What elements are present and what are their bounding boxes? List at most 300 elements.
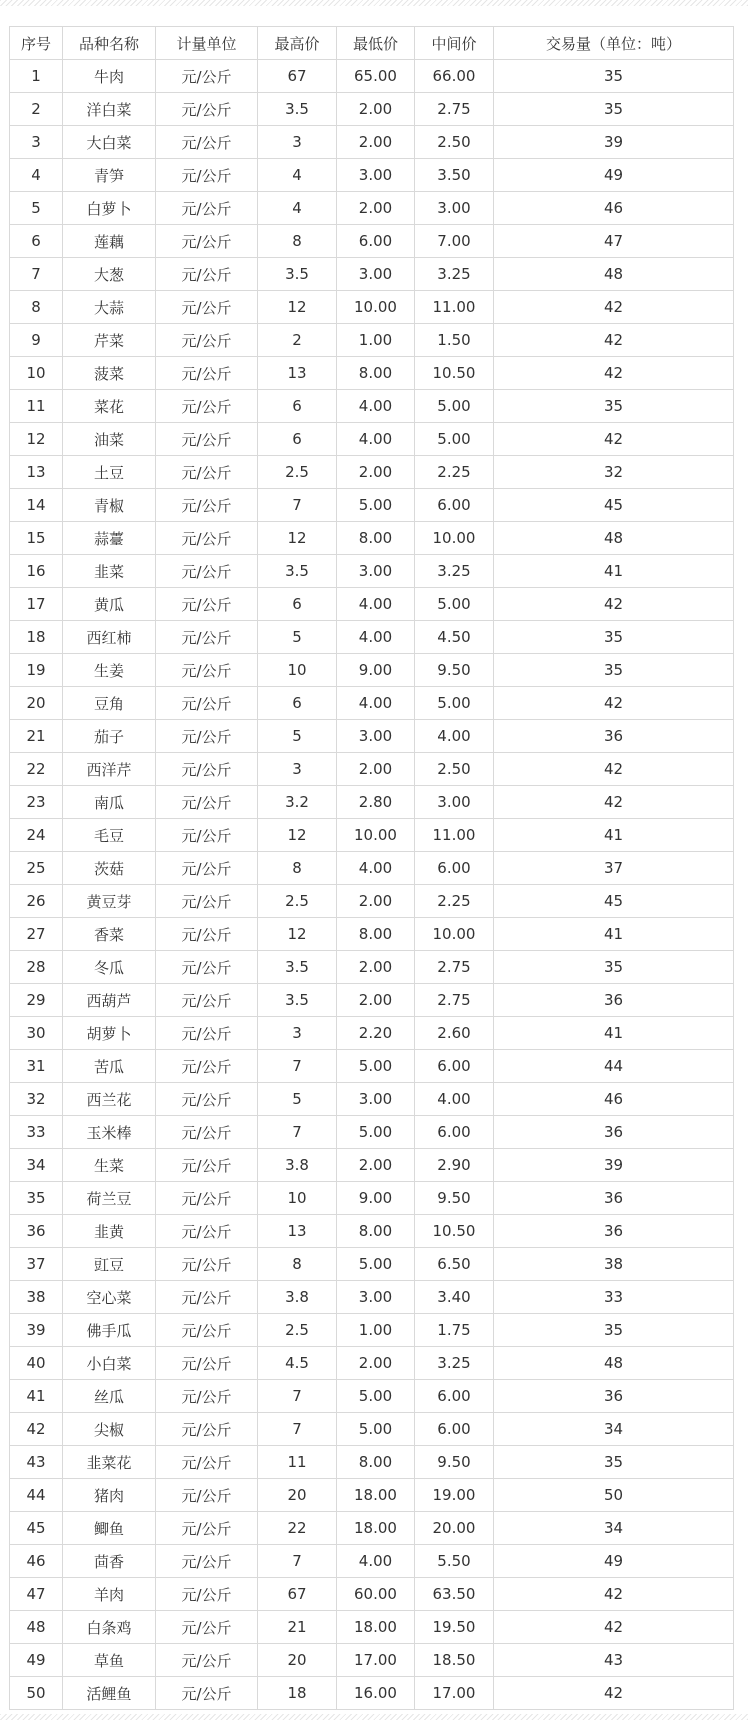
cell-min-price: 5.00 [337,1413,415,1446]
cell-unit: 元/公斤 [156,1281,258,1314]
cell-volume: 45 [494,885,734,918]
cell-index: 29 [10,984,63,1017]
cell-max-price: 4 [258,159,337,192]
cell-max-price: 2.5 [258,1314,337,1347]
cell-name: 洋白菜 [63,93,156,126]
cell-mid-price: 5.50 [415,1545,494,1578]
cell-volume: 36 [494,720,734,753]
cell-index: 18 [10,621,63,654]
cell-min-price: 8.00 [337,1215,415,1248]
cell-min-price: 8.00 [337,918,415,951]
cell-volume: 47 [494,225,734,258]
cell-index: 4 [10,159,63,192]
cell-name: 西洋芹 [63,753,156,786]
cell-name: 土豆 [63,456,156,489]
cell-volume: 42 [494,1677,734,1710]
cell-unit: 元/公斤 [156,1215,258,1248]
cell-volume: 41 [494,1017,734,1050]
cell-volume: 42 [494,687,734,720]
cell-name: 西红柿 [63,621,156,654]
cell-unit: 元/公斤 [156,1314,258,1347]
cell-max-price: 7 [258,1116,337,1149]
bottom-dotted-border [0,1714,748,1720]
cell-index: 46 [10,1545,63,1578]
cell-min-price: 2.00 [337,885,415,918]
cell-volume: 35 [494,654,734,687]
cell-index: 27 [10,918,63,951]
cell-unit: 元/公斤 [156,1677,258,1710]
cell-name: 青椒 [63,489,156,522]
cell-max-price: 11 [258,1446,337,1479]
cell-min-price: 3.00 [337,720,415,753]
cell-max-price: 3 [258,1017,337,1050]
cell-mid-price: 4.00 [415,720,494,753]
cell-min-price: 2.00 [337,984,415,1017]
cell-unit: 元/公斤 [156,885,258,918]
cell-mid-price: 9.50 [415,1446,494,1479]
cell-mid-price: 6.00 [415,1116,494,1149]
cell-unit: 元/公斤 [156,522,258,555]
table-row [10,720,734,753]
cell-index: 36 [10,1215,63,1248]
cell-index: 2 [10,93,63,126]
cell-index: 14 [10,489,63,522]
table-row [10,1050,734,1083]
cell-index: 49 [10,1644,63,1677]
cell-mid-price: 3.00 [415,192,494,225]
cell-name: 白萝卜 [63,192,156,225]
cell-index: 34 [10,1149,63,1182]
cell-max-price: 4 [258,192,337,225]
cell-index: 16 [10,555,63,588]
table-header [10,27,734,60]
cell-name: 韭黄 [63,1215,156,1248]
cell-mid-price: 2.50 [415,753,494,786]
cell-unit: 元/公斤 [156,192,258,225]
cell-name: 西葫芦 [63,984,156,1017]
cell-mid-price: 63.50 [415,1578,494,1611]
cell-index: 35 [10,1182,63,1215]
cell-min-price: 2.00 [337,753,415,786]
cell-volume: 42 [494,588,734,621]
cell-volume: 38 [494,1248,734,1281]
cell-name: 蒜薹 [63,522,156,555]
table-row [10,1413,734,1446]
cell-mid-price: 66.00 [415,60,494,93]
cell-index: 5 [10,192,63,225]
cell-volume: 44 [494,1050,734,1083]
cell-index: 41 [10,1380,63,1413]
cell-mid-price: 2.25 [415,885,494,918]
cell-mid-price: 6.00 [415,489,494,522]
table-row [10,951,734,984]
table-row [10,1512,734,1545]
cell-max-price: 3.5 [258,555,337,588]
cell-volume: 42 [494,291,734,324]
cell-volume: 42 [494,324,734,357]
cell-name: 佛手瓜 [63,1314,156,1347]
table-row [10,225,734,258]
cell-max-price: 7 [258,1380,337,1413]
cell-max-price: 10 [258,654,337,687]
cell-mid-price: 17.00 [415,1677,494,1710]
cell-name: 黄瓜 [63,588,156,621]
cell-volume: 46 [494,1083,734,1116]
cell-index: 45 [10,1512,63,1545]
cell-min-price: 4.00 [337,621,415,654]
cell-max-price: 5 [258,621,337,654]
cell-max-price: 3.5 [258,984,337,1017]
table-row [10,1116,734,1149]
cell-name: 茴香 [63,1545,156,1578]
cell-mid-price: 9.50 [415,654,494,687]
cell-max-price: 3 [258,126,337,159]
cell-unit: 元/公斤 [156,390,258,423]
cell-max-price: 22 [258,1512,337,1545]
cell-unit: 元/公斤 [156,1347,258,1380]
cell-unit: 元/公斤 [156,324,258,357]
cell-name: 白条鸡 [63,1611,156,1644]
cell-index: 19 [10,654,63,687]
cell-volume: 49 [494,1545,734,1578]
table-row [10,1578,734,1611]
cell-max-price: 3.2 [258,786,337,819]
cell-mid-price: 1.50 [415,324,494,357]
cell-index: 26 [10,885,63,918]
cell-max-price: 5 [258,1083,337,1116]
cell-mid-price: 2.25 [415,456,494,489]
cell-volume: 48 [494,258,734,291]
cell-volume: 42 [494,1611,734,1644]
cell-volume: 35 [494,621,734,654]
cell-unit: 元/公斤 [156,753,258,786]
cell-unit: 元/公斤 [156,159,258,192]
table-row [10,984,734,1017]
table-body [10,60,734,1710]
cell-unit: 元/公斤 [156,126,258,159]
cell-mid-price: 3.25 [415,258,494,291]
table-row [10,1545,734,1578]
table-row [10,1611,734,1644]
cell-max-price: 12 [258,291,337,324]
table-row [10,654,734,687]
table-row [10,1248,734,1281]
cell-max-price: 8 [258,225,337,258]
cell-min-price: 3.00 [337,555,415,588]
cell-volume: 35 [494,60,734,93]
cell-unit: 元/公斤 [156,1182,258,1215]
cell-max-price: 7 [258,1050,337,1083]
cell-mid-price: 6.00 [415,852,494,885]
table-row [10,1182,734,1215]
cell-min-price: 2.00 [337,951,415,984]
cell-index: 20 [10,687,63,720]
cell-name: 韭菜 [63,555,156,588]
cell-mid-price: 2.75 [415,951,494,984]
cell-volume: 35 [494,390,734,423]
cell-min-price: 6.00 [337,225,415,258]
cell-max-price: 6 [258,423,337,456]
cell-name: 生菜 [63,1149,156,1182]
cell-min-price: 8.00 [337,1446,415,1479]
cell-mid-price: 6.00 [415,1050,494,1083]
cell-index: 42 [10,1413,63,1446]
cell-volume: 41 [494,819,734,852]
cell-name: 大白菜 [63,126,156,159]
cell-max-price: 6 [258,687,337,720]
table-row [10,555,734,588]
cell-volume: 42 [494,753,734,786]
cell-index: 15 [10,522,63,555]
cell-volume: 41 [494,918,734,951]
table-row [10,60,734,93]
cell-mid-price: 5.00 [415,687,494,720]
cell-min-price: 18.00 [337,1512,415,1545]
cell-unit: 元/公斤 [156,1512,258,1545]
top-dotted-border [0,0,748,6]
cell-mid-price: 6.00 [415,1380,494,1413]
cell-index: 7 [10,258,63,291]
table-row [10,1314,734,1347]
cell-min-price: 60.00 [337,1578,415,1611]
cell-volume: 43 [494,1644,734,1677]
cell-name: 尖椒 [63,1413,156,1446]
cell-unit: 元/公斤 [156,357,258,390]
cell-min-price: 3.00 [337,1083,415,1116]
cell-min-price: 2.00 [337,126,415,159]
cell-unit: 元/公斤 [156,225,258,258]
cell-mid-price: 10.50 [415,1215,494,1248]
cell-index: 23 [10,786,63,819]
cell-name: 青笋 [63,159,156,192]
cell-name: 豇豆 [63,1248,156,1281]
cell-index: 33 [10,1116,63,1149]
cell-index: 47 [10,1578,63,1611]
cell-volume: 35 [494,951,734,984]
cell-max-price: 2 [258,324,337,357]
cell-name: 猪肉 [63,1479,156,1512]
cell-min-price: 8.00 [337,522,415,555]
cell-max-price: 3.5 [258,258,337,291]
cell-index: 38 [10,1281,63,1314]
cell-max-price: 7 [258,1413,337,1446]
cell-max-price: 8 [258,1248,337,1281]
cell-min-price: 2.00 [337,192,415,225]
cell-mid-price: 11.00 [415,819,494,852]
cell-index: 28 [10,951,63,984]
price-table [9,26,734,1710]
cell-mid-price: 2.60 [415,1017,494,1050]
cell-min-price: 8.00 [337,357,415,390]
cell-min-price: 3.00 [337,1281,415,1314]
header-cell-index: 序号 [10,27,63,60]
cell-name: 油菜 [63,423,156,456]
cell-index: 32 [10,1083,63,1116]
cell-max-price: 3.5 [258,93,337,126]
cell-min-price: 5.00 [337,1380,415,1413]
cell-index: 48 [10,1611,63,1644]
cell-unit: 元/公斤 [156,1446,258,1479]
cell-min-price: 3.00 [337,159,415,192]
table-row [10,1017,734,1050]
cell-name: 菜花 [63,390,156,423]
cell-unit: 元/公斤 [156,720,258,753]
cell-index: 24 [10,819,63,852]
cell-volume: 45 [494,489,734,522]
cell-unit: 元/公斤 [156,1050,258,1083]
table-row [10,324,734,357]
cell-name: 苦瓜 [63,1050,156,1083]
cell-unit: 元/公斤 [156,1116,258,1149]
cell-mid-price: 3.00 [415,786,494,819]
cell-index: 50 [10,1677,63,1710]
cell-index: 39 [10,1314,63,1347]
header-cell-mid-price: 中间价 [415,27,494,60]
table-row [10,687,734,720]
cell-name: 小白菜 [63,1347,156,1380]
cell-min-price: 2.00 [337,1347,415,1380]
cell-volume: 46 [494,192,734,225]
cell-name: 菠菜 [63,357,156,390]
cell-name: 胡萝卜 [63,1017,156,1050]
cell-index: 17 [10,588,63,621]
cell-unit: 元/公斤 [156,819,258,852]
cell-min-price: 2.00 [337,1149,415,1182]
table-row [10,588,734,621]
header-cell-max-price: 最高价 [258,27,337,60]
table-row [10,159,734,192]
cell-volume: 36 [494,1182,734,1215]
table-row [10,918,734,951]
cell-mid-price: 1.75 [415,1314,494,1347]
cell-min-price: 9.00 [337,1182,415,1215]
cell-index: 25 [10,852,63,885]
table-row [10,1083,734,1116]
table-row [10,1380,734,1413]
cell-mid-price: 3.25 [415,555,494,588]
cell-mid-price: 2.90 [415,1149,494,1182]
cell-index: 22 [10,753,63,786]
cell-unit: 元/公斤 [156,1380,258,1413]
cell-max-price: 12 [258,819,337,852]
header-cell-min-price: 最低价 [337,27,415,60]
cell-mid-price: 3.50 [415,159,494,192]
cell-min-price: 2.00 [337,456,415,489]
cell-unit: 元/公斤 [156,1545,258,1578]
cell-max-price: 10 [258,1182,337,1215]
table-row [10,522,734,555]
cell-unit: 元/公斤 [156,1017,258,1050]
table-row [10,1215,734,1248]
cell-index: 12 [10,423,63,456]
cell-volume: 36 [494,1380,734,1413]
cell-mid-price: 5.00 [415,423,494,456]
cell-name: 毛豆 [63,819,156,852]
cell-unit: 元/公斤 [156,1149,258,1182]
table-row [10,1479,734,1512]
cell-unit: 元/公斤 [156,1611,258,1644]
cell-volume: 35 [494,1314,734,1347]
cell-unit: 元/公斤 [156,456,258,489]
cell-unit: 元/公斤 [156,555,258,588]
cell-unit: 元/公斤 [156,951,258,984]
cell-name: 荷兰豆 [63,1182,156,1215]
cell-min-price: 5.00 [337,1050,415,1083]
cell-name: 鲫鱼 [63,1512,156,1545]
cell-index: 44 [10,1479,63,1512]
cell-min-price: 4.00 [337,852,415,885]
cell-volume: 34 [494,1512,734,1545]
header-row [10,27,734,60]
cell-max-price: 12 [258,918,337,951]
cell-volume: 48 [494,522,734,555]
table-row [10,93,734,126]
cell-max-price: 13 [258,357,337,390]
cell-index: 21 [10,720,63,753]
cell-max-price: 7 [258,1545,337,1578]
table-row [10,852,734,885]
cell-mid-price: 10.50 [415,357,494,390]
cell-volume: 36 [494,1215,734,1248]
table-row [10,1677,734,1710]
cell-mid-price: 4.50 [415,621,494,654]
cell-max-price: 67 [258,1578,337,1611]
cell-mid-price: 6.50 [415,1248,494,1281]
table-row [10,1281,734,1314]
table-row [10,456,734,489]
cell-unit: 元/公斤 [156,60,258,93]
cell-min-price: 2.00 [337,93,415,126]
cell-min-price: 16.00 [337,1677,415,1710]
cell-unit: 元/公斤 [156,588,258,621]
table-row [10,192,734,225]
cell-unit: 元/公斤 [156,918,258,951]
cell-mid-price: 5.00 [415,390,494,423]
cell-name: 韭菜花 [63,1446,156,1479]
cell-volume: 42 [494,786,734,819]
cell-volume: 35 [494,1446,734,1479]
cell-name: 羊肉 [63,1578,156,1611]
cell-min-price: 3.00 [337,258,415,291]
cell-unit: 元/公斤 [156,489,258,522]
cell-unit: 元/公斤 [156,687,258,720]
cell-mid-price: 19.50 [415,1611,494,1644]
cell-volume: 35 [494,93,734,126]
cell-max-price: 18 [258,1677,337,1710]
cell-volume: 36 [494,1116,734,1149]
cell-min-price: 65.00 [337,60,415,93]
cell-volume: 42 [494,357,734,390]
cell-unit: 元/公斤 [156,1479,258,1512]
cell-unit: 元/公斤 [156,1578,258,1611]
cell-min-price: 5.00 [337,489,415,522]
cell-volume: 33 [494,1281,734,1314]
cell-name: 豆角 [63,687,156,720]
cell-mid-price: 2.75 [415,93,494,126]
cell-index: 1 [10,60,63,93]
cell-name: 活鲤鱼 [63,1677,156,1710]
cell-volume: 34 [494,1413,734,1446]
table-row [10,621,734,654]
cell-mid-price: 4.00 [415,1083,494,1116]
cell-name: 芹菜 [63,324,156,357]
cell-mid-price: 2.75 [415,984,494,1017]
cell-max-price: 7 [258,489,337,522]
cell-unit: 元/公斤 [156,984,258,1017]
cell-min-price: 17.00 [337,1644,415,1677]
cell-index: 9 [10,324,63,357]
cell-volume: 48 [494,1347,734,1380]
